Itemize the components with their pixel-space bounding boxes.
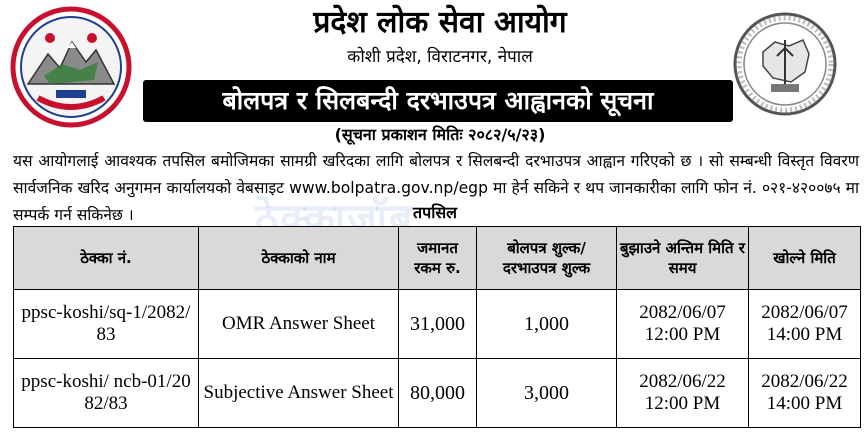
cell-contract-name: Subjective Answer Sheet [199, 359, 399, 428]
header-deposit: जमानत रकम रु. [399, 227, 477, 290]
deadline-date: 2082/06/22 [639, 371, 726, 392]
header-contract-name: ठेक्काको नाम [199, 227, 399, 290]
notice-paragraph: यस आयोगलाई आवश्यक तपसिल बमोजिमका सामग्री खरिदका लागि बोलपत्र र सिलबन्दी दरभाउपत्र आह्वान गरिएको छ । सो सम्बन्धी विस्तृत विवरण सार्वजनिक खरिद अनुगमन कार्यालयको वेबसाइट www.bolpatra.gov.np/egp मा हेर्न सकिने र थप जानकारीका लागि फोन नं. ०२१-४२००७५ मा सम्पर्क गर्न सकिनेछ । [13, 152, 859, 224]
cell-deadline [617, 290, 749, 359]
publish-date: (सूचना प्रकाशन मितिः २०८२/५/२३) [334, 125, 546, 144]
watermark-text: ठेक्काजॉब [255, 196, 414, 242]
cell-opening [749, 290, 861, 359]
cell-contract-name: OMR Answer Sheet [199, 290, 399, 359]
cell-contract-no: ppsc-koshi/ ncb-01/2082/83 [14, 359, 199, 428]
notice-title-banner: बोलपत्र र सिलबन्दी दरभाउपत्र आह्वानको सूचना [143, 80, 733, 122]
cell-deadline [617, 359, 749, 428]
cell-deposit: 31,000 [399, 290, 477, 359]
tender-table [13, 226, 861, 428]
header-contract-no: ठेक्का नं. [14, 227, 199, 290]
organization-name: प्रदेश लोक सेवा आयोग [313, 5, 567, 40]
cell-fee: 3,000 [477, 359, 617, 428]
cell-opening [749, 359, 861, 428]
deadline-date: 2082/06/07 [639, 302, 726, 323]
ppsc-koshi-logo-icon [733, 12, 837, 116]
table-header-row [14, 227, 861, 290]
table-row [14, 359, 861, 428]
header-fee: बोलपत्र शुल्क/ दरभाउपत्र शुल्क [477, 227, 617, 290]
nepal-government-emblem-icon [10, 6, 132, 128]
opening-date: 2082/06/07 [761, 302, 848, 323]
cell-fee: 1,000 [477, 290, 617, 359]
schedule-label: तपसिल [412, 203, 458, 222]
header-opening: खोल्ने मिति [749, 227, 861, 290]
opening-date: 2082/06/22 [761, 371, 848, 392]
table-row [14, 290, 861, 359]
cell-deposit: 80,000 [399, 359, 477, 428]
organization-location: कोशी प्रदेश, विराटनगर, नेपाल [347, 47, 533, 67]
opening-time: 14:00 PM [766, 324, 843, 345]
deadline-time: 12:00 PM [644, 324, 721, 345]
deadline-time: 12:00 PM [644, 393, 721, 414]
opening-time: 14:00 PM [766, 393, 843, 414]
header-deadline: बुझाउने अन्तिम मिति र समय [617, 227, 749, 290]
cell-contract-no: ppsc-koshi/sq-1/2082/83 [14, 290, 199, 359]
